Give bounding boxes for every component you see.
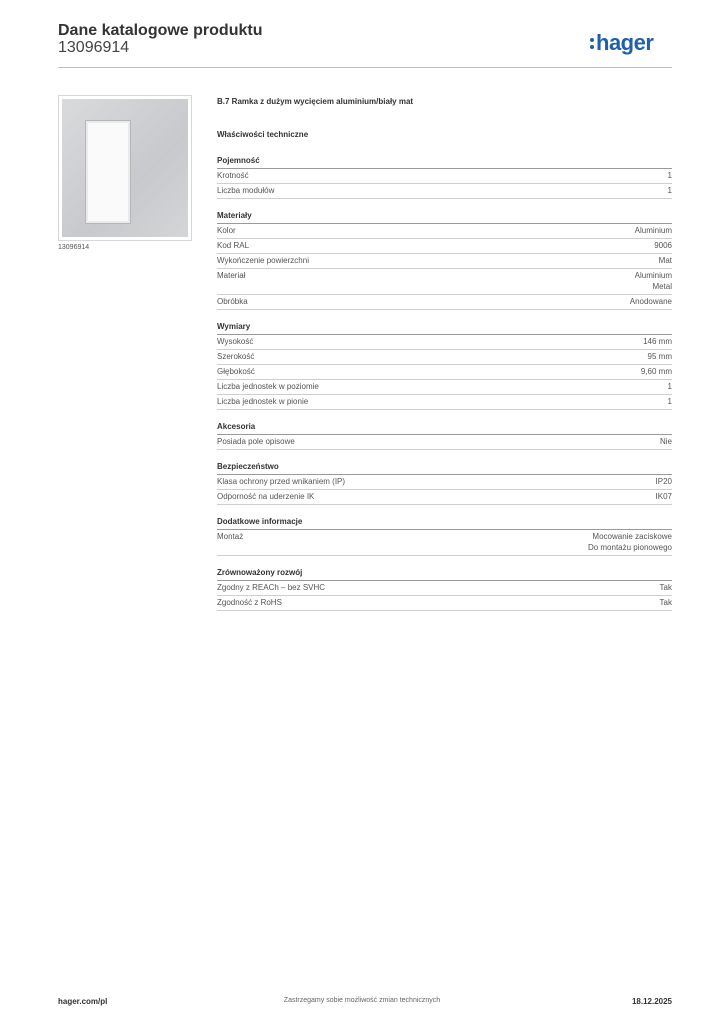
spec-value-line: Aluminium [634, 271, 672, 280]
product-name: B.7 Ramka z dużym wycięciem aluminium/biały mat [217, 97, 414, 106]
spec-group-title: Materiały [217, 210, 672, 224]
spec-row [217, 350, 672, 365]
spec-label: Zgodność z RoHS [217, 598, 282, 607]
spec-label: Klasa ochrony przed wnikaniem (IP) [217, 477, 346, 486]
spec-value-line: 9,60 mm [640, 367, 672, 376]
spec-label: Kolor [217, 226, 236, 235]
product-image [58, 95, 192, 241]
spec-group-title: Wymiary [217, 321, 672, 335]
spec-row [217, 184, 672, 199]
spec-group [217, 155, 672, 199]
product-number: 13096914 [58, 39, 130, 56]
logo-dots-icon [590, 38, 594, 49]
spec-row [217, 295, 672, 310]
spec-label: Głębokość [217, 367, 255, 376]
spec-row [217, 530, 672, 556]
spec-label: Obróbka [217, 297, 248, 306]
spec-value-line: Anodowane [629, 297, 672, 306]
spec-row [217, 380, 672, 395]
spec-value-line: Tak [659, 598, 672, 607]
spec-group [217, 461, 672, 505]
spec-content [217, 95, 672, 622]
spec-value-line: Aluminium [634, 226, 672, 235]
spec-group-title: Dodatkowe informacje [217, 516, 672, 530]
spec-value [656, 491, 672, 502]
spec-value [668, 396, 672, 407]
spec-label: Posiada pole opisowe [217, 437, 295, 446]
spec-value [635, 270, 672, 292]
spec-value [635, 225, 672, 236]
spec-row [217, 596, 672, 611]
spec-label: Kod RAL [217, 241, 250, 250]
spec-row [217, 365, 672, 380]
spec-row [217, 269, 672, 295]
spec-group-title: Zrównoważony rozwój [217, 567, 672, 581]
footer-website[interactable]: hager.com/pl [58, 997, 108, 1006]
spec-group [217, 516, 672, 556]
spec-label: Materiał [217, 271, 246, 280]
image-caption: 13096914 [58, 244, 90, 251]
spec-value [654, 240, 672, 251]
spec-value-line: Mat [658, 256, 672, 265]
spec-label: Montaż [217, 532, 244, 541]
spec-label: Krotność [217, 171, 249, 180]
spec-value-line: IP20 [655, 477, 672, 486]
spec-row [217, 224, 672, 239]
spec-value-line: Nie [659, 437, 672, 446]
frame-picture [62, 99, 188, 237]
spec-group-title: Bezpieczeństwo [217, 461, 672, 475]
footer-date: 18.12.2025 [631, 997, 672, 1006]
spec-value [656, 476, 672, 487]
spec-value [668, 381, 672, 392]
spec-group [217, 421, 672, 450]
spec-row [217, 254, 672, 269]
spec-group [217, 210, 672, 310]
spec-label: Liczba modułów [217, 186, 275, 195]
spec-label: Wysokość [217, 337, 254, 346]
spec-label: Wykończenie powierzchni [217, 256, 309, 265]
spec-row [217, 395, 672, 410]
spec-groups [217, 155, 672, 611]
spec-value [630, 296, 672, 307]
spec-label: Zgodny z REACh – bez SVHC [217, 583, 326, 592]
spec-value-line: 95 mm [647, 352, 672, 361]
spec-group [217, 321, 672, 410]
spec-row [217, 169, 672, 184]
spec-value [643, 336, 672, 347]
spec-value-line: 1 [667, 171, 672, 180]
spec-value-line: Tak [659, 583, 672, 592]
spec-group-title: Akcesoria [217, 421, 672, 435]
spec-value [660, 582, 672, 593]
header-divider [58, 67, 672, 68]
technical-properties-title: Właściwości techniczne [217, 130, 309, 139]
spec-row [217, 581, 672, 596]
spec-label: Liczba jednostek w pionie [217, 397, 309, 406]
logo-text: hager [596, 30, 654, 55]
spec-value [660, 597, 672, 608]
hager-logo [590, 30, 653, 56]
spec-group-title: Pojemność [217, 155, 672, 169]
spec-value-line: 146 mm [643, 337, 672, 346]
spec-value-line: 9006 [654, 241, 672, 250]
spec-label: Odporność na uderzenie IK [217, 492, 315, 501]
spec-row [217, 239, 672, 254]
spec-label: Szerokość [217, 352, 255, 361]
spec-value-line: Metal [652, 282, 672, 291]
spec-value-line: Mocowanie zaciskowe [592, 532, 672, 541]
spec-value-line: 1 [667, 397, 672, 406]
spec-value [648, 351, 672, 362]
spec-row [217, 475, 672, 490]
spec-value-line: Do montażu pionowego [587, 543, 672, 552]
spec-row [217, 490, 672, 505]
spec-row [217, 335, 672, 350]
document-title: Dane katalogowe produktu [58, 22, 263, 39]
spec-group [217, 567, 672, 611]
spec-value [659, 255, 672, 266]
spec-value-line: IK07 [655, 492, 672, 501]
spec-value [668, 170, 672, 181]
spec-value [660, 436, 672, 447]
spec-value [641, 366, 672, 377]
spec-value-line: 1 [667, 186, 672, 195]
spec-value [668, 185, 672, 196]
frame-cutout [85, 120, 131, 224]
spec-value [588, 531, 672, 553]
spec-row [217, 435, 672, 450]
spec-value-line: 1 [667, 382, 672, 391]
spec-label: Liczba jednostek w poziomie [217, 382, 319, 391]
footer-disclaimer: Zastrzegamy sobie możliwość zmian technicznych [283, 997, 441, 1004]
